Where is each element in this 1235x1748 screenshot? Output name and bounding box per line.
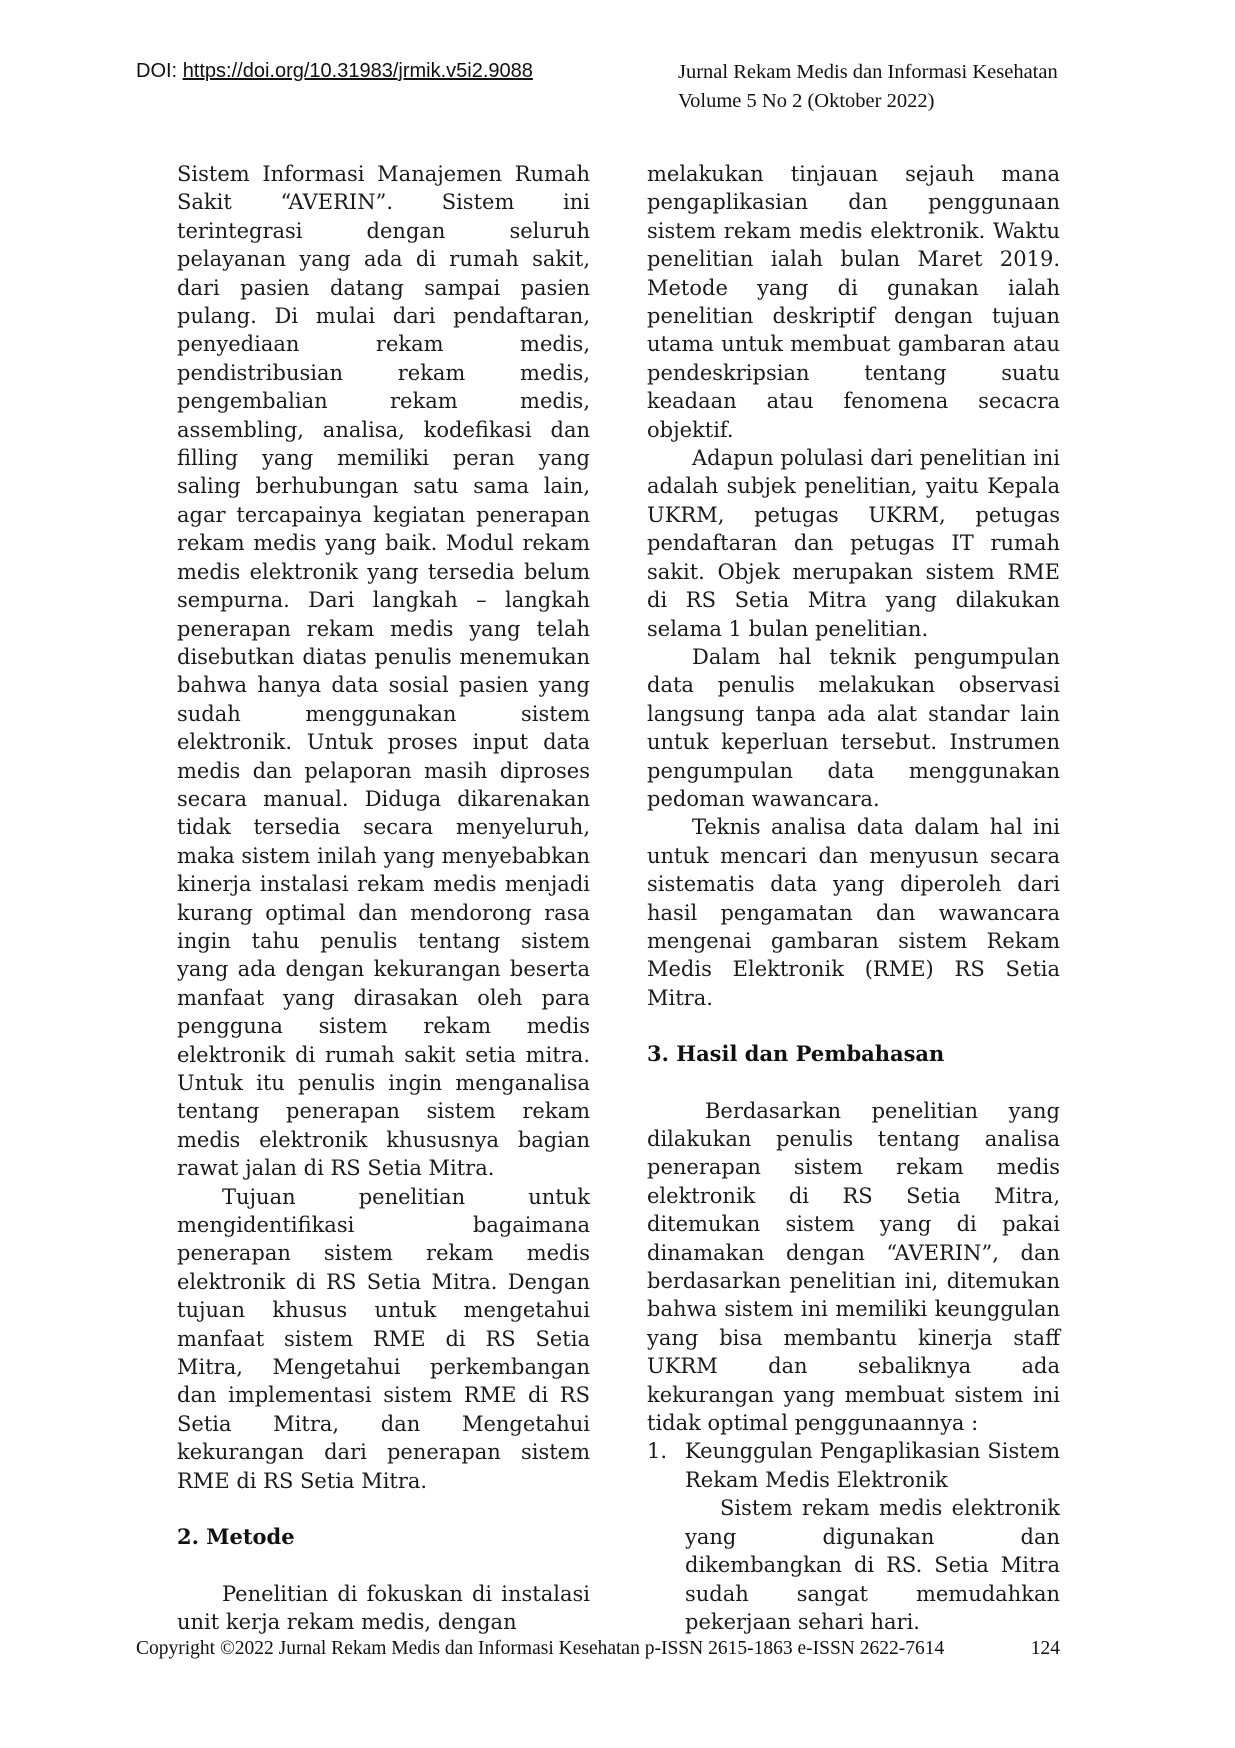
- journal-volume: Volume 5 No 2 (Oktober 2022): [678, 90, 935, 112]
- copyright-text: Copyright ©2022 Jurnal Rekam Medis dan Informasi Kesehatan p-ISSN 2615-1863 e-ISSN 2622-7614: [136, 1638, 945, 1659]
- right-column: [647, 160, 1060, 1636]
- doi-label: DOI:: [136, 60, 178, 82]
- section-heading-hasil: 3. Hasil dan Pembahasan: [647, 1041, 945, 1067]
- doi-line: [136, 60, 533, 83]
- paragraph: Adapun polulasi dari penelitian ini adalah subjek penelitian, yaitu Kepala UKRM, petugas UKRM, petugas pendaftaran dan petugas IT rumah sakit. Objek merupakan sistem RME di RS Setia Mitra yang dilakukan selama 1 bulan penelitian.: [647, 446, 1060, 641]
- list-item: [647, 1437, 1060, 1494]
- paragraph: Tujuan penelitian untuk mengidentifikasi bagaimana penerapan sistem rekam medis elektronik di RS Setia Mitra. Dengan tujuan khusus untuk mengetahui manfaat sistem RME di RS Setia Mitra, Mengetahui perkembangan dan implementasi sistem RME di RS Setia Mitra, dan Mengetahui kekurangan dari penerapan sistem RME di RS Setia Mitra.: [177, 1184, 590, 1493]
- page-footer: [136, 1638, 1060, 1660]
- journal-header: [678, 58, 1058, 116]
- paragraph: Penelitian di fokuskan di instalasi unit kerja rekam medis, dengan: [177, 1581, 590, 1634]
- article-body: [177, 160, 1060, 1636]
- paragraph: Sistem rekam medis elektronik yang digunakan dan dikembangkan di RS. Setia Mitra sudah sangat memudahkan pekerjaan sehari hari.: [685, 1496, 1060, 1634]
- list-item-number: 1.: [647, 1439, 668, 1464]
- paragraph: Berdasarkan penelitian yang dilakukan penulis tentang analisa penerapan sistem rekam medis elektronik di RS Setia Mitra, ditemukan sistem yang di pakai dinamakan dengan “AVERIN”, dan berdasarkan penelitian ini, ditemukan bahwa sistem ini memiliki keunggulan yang bisa membantu kinerja staff UKRM dan sebaliknya ada kekurangan yang membuat sistem ini tidak optimal penggunaannya :: [647, 1098, 1060, 1436]
- page-number: 124: [1030, 1638, 1060, 1659]
- paragraph: Teknis analisa data dalam hal ini untuk mencari dan menyusun secara sistematis data yang diperoleh dari hasil pengamatan dan wawancara mengenai gambaran sistem Rekam Medis Elektronik (RME) RS Setia Mitra.: [647, 815, 1060, 1010]
- paragraph: Sistem Informasi Manajemen Rumah Sakit “AVERIN”. Sistem ini terintegrasi dengan seluruh pelayanan yang ada di rumah sakit, dari pasien datang sampai pasien pulang. Di mulai dari pendaftaran, penyediaan rekam medis, pendistribusian rekam medis, pengembalian rekam medis, assembling, analisa, kodefikasi dan filling yang memiliki peran yang saling berhubungan satu sama lain, agar tercapainya kegiatan penerapan rekam medis yang baik. Modul rekam medis elektronik yang tersedia belum sempurna. Dari langkah – langkah penerapan rekam medis yang telah disebutkan diatas penulis menemukan bahwa hanya data sosial pasien yang sudah menggunakan sistem elektronik. Untuk proses input data medis dan pelaporan masih diproses secara manual. Diduga dikarenakan tidak tersedia secara menyeluruh, maka sistem inilah yang menyebabkan kinerja instalasi rekam medis menjadi kurang optimal dan mendorong rasa ingin tahu penulis tentang sistem yang ada dengan kekurangan beserta manfaat yang dirasakan oleh para pengguna sistem rekam medis elektronik di rumah sakit setia mitra. Untuk itu penulis ingin menganalisa tentang penerapan sistem rekam medis elektronik khususnya bagian rawat jalan di RS Setia Mitra.: [177, 162, 590, 1181]
- journal-name: Jurnal Rekam Medis dan Informasi Kesehatan: [678, 61, 1058, 83]
- left-column: [177, 160, 590, 1636]
- doi-link[interactable]: https://doi.org/10.31983/jrmik.v5i2.9088: [182, 60, 533, 82]
- paragraph: melakukan tinjauan sejauh mana pengaplikasian dan penggunaan sistem rekam medis elektronik. Waktu penelitian ialah bulan Maret 2019. Metode yang di gunakan ialah penelitian deskriptif dengan tujuan utama untuk membuat gambaran atau pendeskripsian tentang suatu keadaan atau fenomena secacra objektif.: [647, 162, 1060, 442]
- paragraph: Dalam hal teknik pengumpulan data penulis melakukan observasi langsung tanpa ada alat standar lain untuk keperluan tersebut. Instrumen pengumpulan data menggunakan pedoman wawancara.: [647, 644, 1060, 811]
- list-item-text: Keunggulan Pengaplikasian Sistem Rekam Medis Elektronik: [685, 1439, 1060, 1492]
- section-heading-metode: 2. Metode: [177, 1524, 295, 1550]
